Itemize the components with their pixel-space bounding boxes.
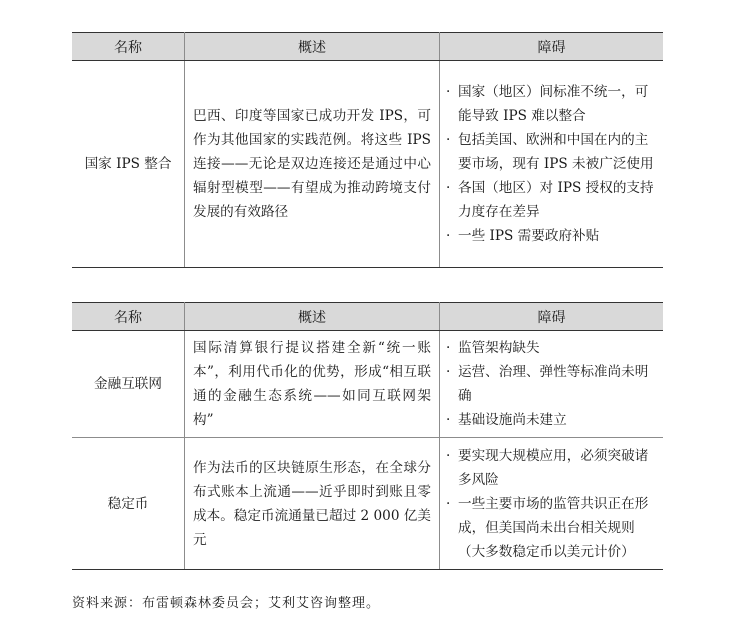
table-row — [72, 331, 663, 438]
row-desc: 国际清算银行提议搭建全新“统一账本”，利用代币化的优势，形成“相互联通的金融生态系统——如同互联网架构” — [185, 331, 440, 438]
header-barriers: 障碍 — [440, 33, 664, 61]
ips-table — [72, 32, 663, 268]
header-name: 名称 — [72, 33, 185, 61]
barrier-item: · 基础设施尚未建立 — [446, 408, 659, 432]
row-barriers — [440, 438, 664, 570]
row-desc: 巴西、印度等国家已成功开发 IPS，可作为其他国家的实践范例。将这些 IPS 连接——无论是双边连接还是通过中心辐射型模型——有望成为推动跨境支付发展的有效路径 — [185, 61, 440, 268]
header-name: 名称 — [72, 303, 185, 331]
row-desc: 作为法币的区块链原生形态，在全球分布式账本上流通——近乎即时到账且零成本。稳定币流通量已超过 2 000 亿美元 — [185, 438, 440, 570]
row-name: 金融互联网 — [72, 331, 185, 438]
barrier-list — [446, 336, 659, 432]
table-header-row — [72, 303, 663, 331]
header-desc: 概述 — [185, 303, 440, 331]
table-row — [72, 61, 663, 268]
barrier-list — [446, 444, 659, 564]
barrier-item: · 一些主要市场的监管共识正在形成，但美国尚未出台相关规则（大多数稳定币以美元计价） — [446, 492, 659, 564]
row-name: 稳定币 — [72, 438, 185, 570]
header-desc: 概述 — [185, 33, 440, 61]
header-barriers: 障碍 — [440, 303, 664, 331]
barrier-item: · 运营、治理、弹性等标准尚未明确 — [446, 360, 659, 408]
table-row — [72, 438, 663, 570]
digital-table — [72, 302, 663, 570]
barrier-item: · 包括美国、欧洲和中国在内的主要市场，现有 IPS 未被广泛使用 — [446, 128, 659, 176]
barrier-item: · 一些 IPS 需要政府补贴 — [446, 224, 659, 248]
barrier-item: · 国家（地区）间标准不统一，可能导致 IPS 难以整合 — [446, 80, 659, 128]
table-header-row — [72, 33, 663, 61]
barrier-item: · 要实现大规模应用，必须突破诸多风险 — [446, 444, 659, 492]
barrier-item: · 监管架构缺失 — [446, 336, 659, 360]
row-barriers — [440, 61, 664, 268]
row-name: 国家 IPS 整合 — [72, 61, 185, 268]
source-note: 资料来源：布雷顿森林委员会；艾利艾咨询整理。 — [72, 596, 381, 611]
barrier-item: · 各国（地区）对 IPS 授权的支持力度存在差异 — [446, 176, 659, 224]
row-barriers — [440, 331, 664, 438]
barrier-list — [446, 80, 659, 248]
